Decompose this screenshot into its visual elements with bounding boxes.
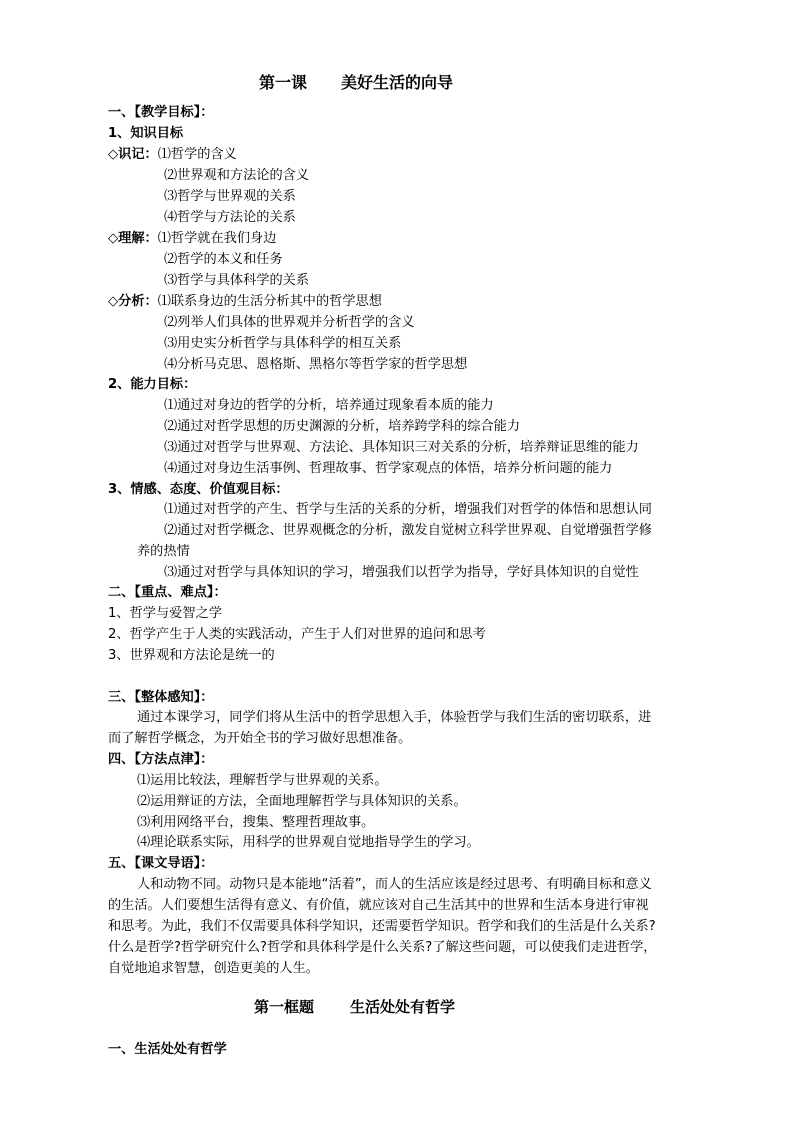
page-title [259, 72, 453, 94]
list-item: ⑶哲学与世界观的关系 [164, 189, 296, 204]
understand-line-1 [108, 230, 276, 248]
paragraph-line: 和思考。为此，我们不仅需要具体科学知识，还需要哲学知识。哲学和我们的生活是什么关系? [108, 919, 656, 934]
method-heading: 四、【方法点津】： [108, 752, 214, 767]
analyze-line-1 [108, 293, 382, 311]
list-item: ⑶哲学与具体科学的关系 [164, 273, 310, 288]
lesson-name: 美好生活的向导 [341, 73, 454, 92]
list-item: ⑵运用辩证的方法，全面地理解哲学与具体知识的关系。 [137, 794, 467, 809]
list-item: ⑵世界观和方法论的含义 [164, 168, 310, 183]
paragraph-line: 的生活。人们要想生活得有意义、有价值，就应该对自己生活其中的世界和生活本身进行审视 [108, 898, 649, 913]
list-item: ⑷分析马克思、恩格斯、黑格尔等哲学家的哲学思想 [164, 357, 468, 372]
list-item: ⑶通过对哲学与具体知识的学习，增强我们以哲学为指导，学好具体知识的自觉性 [164, 565, 639, 580]
list-item: ⑴哲学的含义 [157, 147, 237, 162]
memorize-label: ◇识记： [108, 147, 158, 162]
memorize-line-1 [108, 146, 237, 164]
ability-heading: 2、能力目标： [108, 377, 197, 392]
paragraph-line: 通过本课学习，同学们将从生活中的哲学思想入手，体验哲学与我们生活的密切联系，进 [137, 710, 652, 725]
overall-heading: 三、【整体感知】： [108, 690, 214, 705]
list-item: ⑴通过对身边的哲学的分析，培养通过现象看本质的能力 [164, 398, 494, 413]
analyze-label: ◇分析： [108, 294, 158, 309]
list-item: ⑶通过对哲学与世界观、方法论、具体知识三对关系的分析，培养辩证思维的能力 [164, 440, 639, 455]
lesson-number: 第一课 [259, 73, 308, 92]
list-item: 3、世界观和方法论是统一的 [108, 648, 275, 663]
list-item: 1、哲学与爱智之学 [108, 606, 222, 621]
list-item: ⑴哲学就在我们身边 [157, 231, 277, 246]
list-item: ⑵哲学的本义和任务 [164, 252, 283, 267]
list-item: ⑶用史实分析哲学与具体科学的相互关系 [164, 336, 402, 351]
list-item: ⑵通过对哲学思想的历史渊源的分析，培养跨学科的综合能力 [164, 419, 521, 434]
intro-heading: 五、【课文导语】： [108, 856, 214, 871]
list-item: ⑶利用网络平台，搜集、整理哲理故事。 [137, 815, 375, 830]
list-item: ⑴通过对哲学的产生、哲学与生活的关系的分析，增强我们对哲学的体悟和思想认同 [164, 502, 652, 517]
list-item-continuation: 养的热情 [137, 544, 190, 559]
list-item: ⑴联系身边的生活分析其中的哲学思想 [157, 294, 382, 309]
list-item: 2、哲学产生于人类的实践活动，产生于人们对世界的追问和思考 [108, 627, 486, 642]
key-heading: 二、【重点、难点】： [108, 585, 227, 600]
list-item: ⑵通过对哲学概念、世界观概念的分析，激发自觉树立科学世界观、自觉增强哲学修 [164, 523, 652, 538]
list-item: ⑵列举人们具体的世界观并分析哲学的含义 [164, 315, 415, 330]
goals-heading: 一、【教学目标】： [108, 105, 214, 120]
paragraph-line: 自觉地追求智慧，创造更美的人生。 [108, 961, 319, 976]
paragraph-line: 什么是哲学?哲学研究什么?哲学和具体科学是什么关系?了解这些问题，可以使我们走进哲学， [108, 940, 657, 955]
list-item: ⑴运用比较法，理解哲学与世界观的关系。 [137, 773, 388, 788]
understand-label: ◇理解： [108, 231, 158, 246]
section-subtitle [254, 997, 455, 1017]
knowledge-heading: 1、知识目标 [108, 126, 184, 141]
frame-number: 第一框题 [254, 998, 315, 1016]
list-item: ⑷通过对身边生活事例、哲理故事、哲学家观点的体悟，培养分析问题的能力 [164, 461, 613, 476]
frame-name: 生活处处有哲学 [350, 998, 456, 1016]
paragraph-line: 人和动物不同。动物只是本能地“活着”，而人的生活应该是经过思考、有明确目标和意义 [137, 877, 652, 892]
last-heading: 一、生活处处有哲学 [108, 1042, 227, 1057]
emotion-heading: 3、情感、态度、价值观目标： [108, 482, 289, 497]
list-item: ⑷理论联系实际，用科学的世界观自觉地指导学生的学习。 [137, 835, 480, 850]
list-item: ⑷哲学与方法论的关系 [164, 210, 296, 225]
paragraph-line: 而了解哲学概念，为开始全书的学习做好思想准备。 [108, 731, 412, 746]
